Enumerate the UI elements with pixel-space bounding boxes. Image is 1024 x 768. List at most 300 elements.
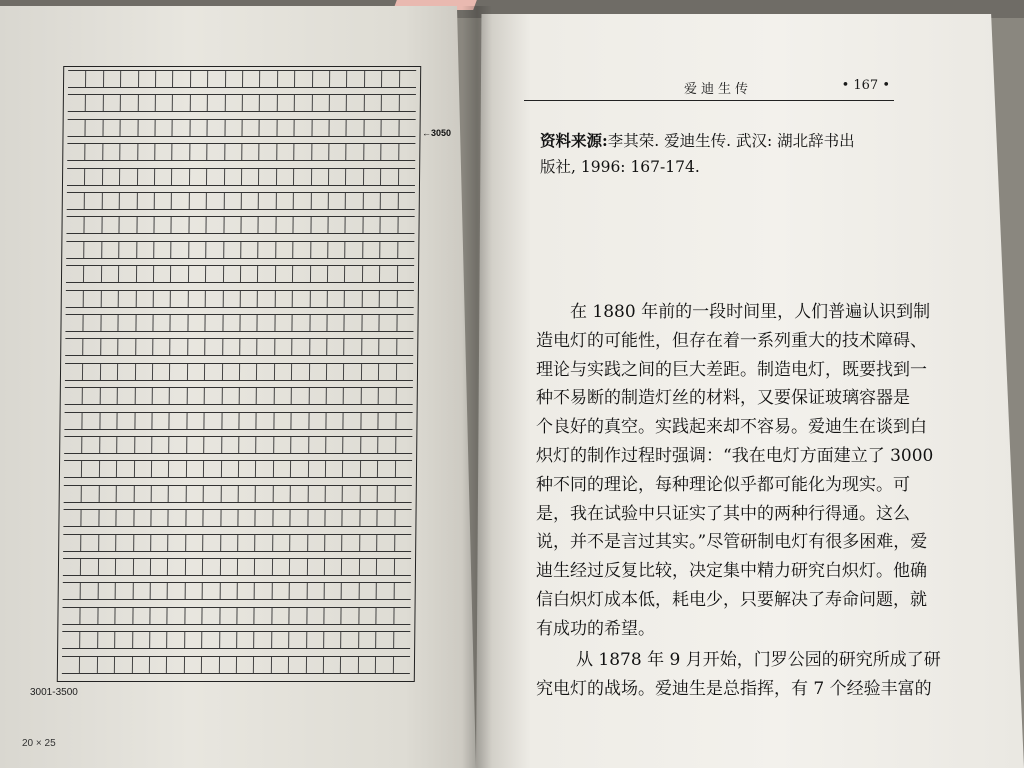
grid-cell (362, 217, 380, 233)
grid-cell (81, 461, 99, 477)
grid-cell (360, 413, 378, 429)
grid-cell (203, 437, 221, 453)
grid-cell (254, 632, 272, 648)
grid-cell (132, 583, 150, 599)
grid-cell (324, 510, 342, 526)
grid-cell (375, 657, 393, 673)
grid-cell (117, 339, 135, 355)
grid-cell (85, 120, 103, 136)
grid-cell (149, 608, 167, 624)
grid-cell (135, 364, 153, 380)
grid-cell (189, 169, 207, 185)
grid-cell (188, 291, 206, 307)
grid-cell (359, 559, 377, 575)
grid-cell (309, 364, 327, 380)
grid-cell (188, 266, 206, 282)
grid-cell (378, 388, 396, 404)
grid-cell (80, 632, 98, 648)
grid-row (65, 314, 413, 332)
grid-cell (259, 71, 277, 87)
grid-cell (328, 193, 346, 209)
grid-cell (237, 535, 255, 551)
grid-cell (307, 510, 325, 526)
grid-cell (169, 413, 187, 429)
grid-cell (85, 71, 103, 87)
grid-cell (117, 413, 135, 429)
grid-cell (237, 583, 255, 599)
grid-cell (292, 242, 310, 258)
grid-cell (169, 364, 187, 380)
grid-cell (341, 559, 359, 575)
grid-cell (187, 315, 205, 331)
grid-cell (364, 95, 382, 111)
grid-cell (101, 242, 119, 258)
grid-cell (167, 632, 185, 648)
grid-cell (381, 71, 399, 87)
grid-cell (311, 120, 329, 136)
grid-cell (150, 583, 168, 599)
grid-cell (67, 120, 85, 136)
running-title: 爱迪生传 (684, 82, 753, 97)
grid-cell (66, 266, 84, 282)
grid-cell (309, 315, 327, 331)
grid-cell (276, 193, 294, 209)
grid-cell (392, 657, 410, 673)
grid-cell (62, 657, 80, 673)
grid-cell (239, 388, 257, 404)
grid-cell (293, 169, 311, 185)
grid-cell (275, 242, 293, 258)
grid-row (62, 656, 410, 674)
grid-cell (222, 315, 240, 331)
grid-cell (205, 266, 223, 282)
grid-cell (341, 632, 359, 648)
grid-cell (66, 242, 84, 258)
grid-cell (98, 535, 116, 551)
grid-cell (149, 657, 167, 673)
grid-cell (116, 510, 134, 526)
grid-cell (240, 291, 258, 307)
grid-row (67, 168, 415, 186)
grid-cell (293, 144, 311, 160)
grid-cell (137, 120, 155, 136)
grid-cell (184, 632, 202, 648)
grid-cell (311, 169, 329, 185)
grid-cell (290, 486, 308, 502)
grid-cell (201, 632, 219, 648)
grid-cell (253, 657, 271, 673)
grid-cell (272, 510, 290, 526)
grid-cell (63, 510, 81, 526)
grid-cell (186, 461, 204, 477)
text-line: 种不易断的制造灯丝的材料，又要保证玻璃容器是 (536, 388, 910, 409)
grid-cell (237, 510, 255, 526)
grid-cell (291, 339, 309, 355)
grid-cell (257, 266, 275, 282)
grid-cell (155, 95, 173, 111)
grid-cell (152, 315, 170, 331)
grid-cell (360, 437, 378, 453)
grid-cell (171, 169, 189, 185)
grid-cell (81, 535, 99, 551)
grid-cell (85, 95, 103, 111)
grid-cell (205, 291, 223, 307)
grid-cell (258, 169, 276, 185)
grid-cell (397, 193, 415, 209)
grid-cell (324, 559, 342, 575)
grid-cell (115, 608, 133, 624)
grid-cell (324, 535, 342, 551)
grid-cell (376, 608, 394, 624)
grid-cell (398, 95, 416, 111)
grid-cell (185, 510, 203, 526)
grid-cell (396, 315, 414, 331)
grid-cell (345, 169, 363, 185)
grid-cell (259, 120, 277, 136)
grid-cell (223, 193, 241, 209)
grid-cell (241, 144, 259, 160)
grid-cell (381, 120, 399, 136)
grid-cell (223, 217, 241, 233)
grid-cell (117, 388, 135, 404)
grid-row (66, 265, 414, 283)
grid-cell (136, 242, 154, 258)
grid-cell (98, 510, 116, 526)
grid-cell (377, 510, 395, 526)
grid-cell (114, 657, 132, 673)
grid-cell (254, 583, 272, 599)
grid-cell (97, 632, 115, 648)
grid-cell (224, 120, 242, 136)
grid-cell (378, 339, 396, 355)
grid-cell (345, 242, 363, 258)
grid-cell (239, 364, 257, 380)
grid-cell (306, 559, 324, 575)
text-line: 造电灯的可能性，但存在着一系列重大的技术障碍、 (536, 330, 927, 351)
grid-cell (375, 632, 393, 648)
grid-cell (327, 291, 345, 307)
grid-cell (132, 559, 150, 575)
grid-row (67, 192, 415, 210)
grid-cell (393, 583, 411, 599)
grid-row (64, 460, 412, 478)
text-line: 信白炽灯成本低，耗电少，只要解决了寿命问题，就 (536, 589, 927, 610)
grid-cell (255, 510, 273, 526)
grid-cell (307, 535, 325, 551)
grid-cell (241, 120, 259, 136)
grid-cell (292, 266, 310, 282)
grid-cell (344, 266, 362, 282)
grid-cell (220, 535, 238, 551)
source-citation (540, 128, 912, 180)
grid-cell (376, 559, 394, 575)
text-line: 个良好的真空。实践起来却不容易。爱迪生在谈到白 (536, 417, 927, 438)
grid-cell (342, 486, 360, 502)
text-line: 有成功的希望。 (536, 618, 655, 639)
grid-cell (397, 217, 415, 233)
grid-cell (98, 486, 116, 502)
grid-cell (223, 242, 241, 258)
grid-cell (168, 535, 186, 551)
grid-cell (325, 461, 343, 477)
grid-cell (207, 71, 225, 87)
grid-row (64, 436, 412, 454)
grid-cell (97, 608, 115, 624)
grid-cell (137, 95, 155, 111)
grid-cell (342, 535, 360, 551)
grid-cell (273, 437, 291, 453)
grid-row (64, 412, 412, 430)
grid-cell (132, 632, 150, 648)
grid-cell (327, 266, 345, 282)
grid-cell (221, 437, 239, 453)
grid-cell (65, 388, 83, 404)
grid-cell (359, 510, 377, 526)
grid-row (68, 70, 416, 88)
grid-cell (190, 71, 208, 87)
grid-cell (170, 315, 188, 331)
grid-cell (116, 437, 134, 453)
grid-cell (239, 339, 257, 355)
grid-cell (187, 339, 205, 355)
grid-cell (276, 169, 294, 185)
grid-cell (206, 217, 224, 233)
grid-cell (136, 266, 154, 282)
grid-cell (393, 559, 411, 575)
grid-cell (65, 339, 83, 355)
grid-cell (273, 388, 291, 404)
grid-cell (67, 144, 85, 160)
grid-cell (119, 144, 137, 160)
grid-cell (310, 193, 328, 209)
grid-cell (222, 364, 240, 380)
grid-cell (291, 388, 309, 404)
grid-cell (186, 437, 204, 453)
grid-cell (359, 486, 377, 502)
grid-cell (358, 657, 376, 673)
grid-row (67, 143, 415, 161)
grid-cell (79, 657, 97, 673)
grid-cell (326, 364, 344, 380)
grid-cell (311, 95, 329, 111)
grid-cell (271, 657, 289, 673)
grid-cell (240, 217, 258, 233)
grid-cell (119, 193, 137, 209)
grid-cell (376, 535, 394, 551)
grid-cell (277, 71, 295, 87)
grid-cell (399, 71, 417, 87)
grid-cell (289, 583, 307, 599)
grid-cell (289, 608, 307, 624)
grid-cell (116, 486, 134, 502)
grid-row (65, 338, 413, 356)
grid-cell (255, 486, 273, 502)
grid-cell (294, 71, 312, 87)
grid-cell (153, 217, 171, 233)
grid-cell (240, 242, 258, 258)
grid-cell (133, 486, 151, 502)
grid-cell (206, 193, 224, 209)
grid-cell (101, 266, 119, 282)
grid-cell (184, 657, 202, 673)
grid-cell (398, 144, 416, 160)
text-line: 炽灯的制作过程时强调：“我在电灯方面建立了 3000 (536, 445, 934, 466)
grid-cell (236, 657, 254, 673)
grid-cell (323, 657, 341, 673)
grid-cell (379, 266, 397, 282)
grid-cell (273, 461, 291, 477)
grid-cell (257, 315, 275, 331)
text-line: 说，并不是言过其实。”尽管研制电灯有很多困难，爱 (536, 532, 928, 553)
grid-cell (398, 169, 416, 185)
grid-cell (115, 583, 133, 599)
grid-cell (325, 486, 343, 502)
grid-cell (172, 95, 190, 111)
grid-cell (207, 95, 225, 111)
grid-cell (396, 339, 414, 355)
grid-cell (103, 95, 121, 111)
grid-cell (64, 461, 82, 477)
grid-cell (219, 632, 237, 648)
manuscript-grid (57, 66, 421, 682)
grid-cell (309, 339, 327, 355)
grid-cell (325, 437, 343, 453)
grid-cell (379, 242, 397, 258)
grid-cell (222, 291, 240, 307)
grid-cell (84, 169, 102, 185)
grid-cell (188, 242, 206, 258)
grid-cell (119, 217, 137, 233)
grid-cell (168, 510, 186, 526)
grid-cell (185, 559, 203, 575)
grid-row (63, 558, 411, 576)
paper-size-label: 20 × 25 (22, 738, 56, 749)
grid-cell (239, 315, 257, 331)
grid-cell (271, 608, 289, 624)
grid-cell (202, 535, 220, 551)
grid-cell (346, 95, 364, 111)
grid-cell (360, 461, 378, 477)
grid-cell (256, 364, 274, 380)
grid-cell (329, 95, 347, 111)
grid-cell (341, 608, 359, 624)
grid-cell (376, 583, 394, 599)
grid-row (66, 241, 414, 259)
grid-cell (256, 413, 274, 429)
grid-cell (377, 486, 395, 502)
grid-cell (294, 95, 312, 111)
grid-cell (236, 608, 254, 624)
grid-cell (102, 144, 120, 160)
grid-cell (100, 364, 118, 380)
grid-cell (258, 193, 276, 209)
grid-cell (67, 193, 85, 209)
grid-cell (188, 217, 206, 233)
grid-cell (341, 583, 359, 599)
grid-cell (395, 388, 413, 404)
grid-cell (151, 413, 169, 429)
grid-cell (136, 217, 154, 233)
grid-cell (134, 413, 152, 429)
grid-cell (293, 217, 311, 233)
grid-cell (167, 608, 185, 624)
grid-cell (359, 535, 377, 551)
grid-cell (64, 486, 82, 502)
grid-cell (381, 95, 399, 111)
text-line: 究电灯的战场。爱迪生是总指挥，有 7 个经验丰富的 (536, 678, 932, 699)
grid-cell (346, 71, 364, 87)
grid-cell (358, 583, 376, 599)
grid-cell (360, 388, 378, 404)
grid-cell (67, 169, 85, 185)
grid-cell (99, 388, 117, 404)
grid-cell (396, 364, 414, 380)
text-line: 迪生经过反复比较，决定集中精力研究白炽灯。他确 (536, 561, 927, 582)
grid-cell (346, 120, 364, 136)
grid-cell (169, 437, 187, 453)
grid-cell (151, 437, 169, 453)
grid-cell (326, 339, 344, 355)
grid-cell (254, 559, 272, 575)
grid-row (63, 582, 411, 600)
grid-cell (150, 559, 168, 575)
grid-cell (323, 632, 341, 648)
grid-cell (272, 559, 290, 575)
grid-cell (185, 535, 203, 551)
grid-cell (256, 437, 274, 453)
grid-cell (99, 461, 117, 477)
grid-cell (274, 339, 292, 355)
grid-cell (306, 608, 324, 624)
grid-cell (186, 413, 204, 429)
grid-cell (364, 71, 382, 87)
grid-cell (218, 657, 236, 673)
grid-cell (171, 217, 189, 233)
grid-cell (293, 193, 311, 209)
grid-cell (202, 608, 220, 624)
grid-cell (363, 120, 381, 136)
grid-cell (271, 632, 289, 648)
grid-cell (101, 217, 119, 233)
grid-cell (222, 339, 240, 355)
grid-cell (84, 193, 102, 209)
grid-cell (185, 486, 203, 502)
grid-cell (137, 144, 155, 160)
grid-cell (290, 437, 308, 453)
grid-cell (204, 413, 222, 429)
grid-cell (80, 559, 98, 575)
grid-cell (134, 388, 152, 404)
grid-cell (63, 583, 81, 599)
grid-cell (81, 510, 99, 526)
page-header (524, 78, 894, 101)
grid-cell (380, 144, 398, 160)
grid-row (62, 607, 410, 625)
grid-cell (393, 632, 411, 648)
grid-cell (395, 461, 413, 477)
grid-cell (97, 657, 115, 673)
grid-cell (309, 291, 327, 307)
grid-cell (292, 315, 310, 331)
grid-cell (65, 364, 83, 380)
grid-cell (115, 535, 133, 551)
grid-cell (204, 339, 222, 355)
text-line: 在 1880 年前的一段时间里，人们普遍认识到制 (570, 302, 931, 322)
grid-cell (305, 657, 323, 673)
grid-cell (259, 95, 277, 111)
text-line: 种不同的理论，每种理论似乎都可能化为现实。可 (536, 474, 910, 495)
grid-cell (66, 217, 84, 233)
